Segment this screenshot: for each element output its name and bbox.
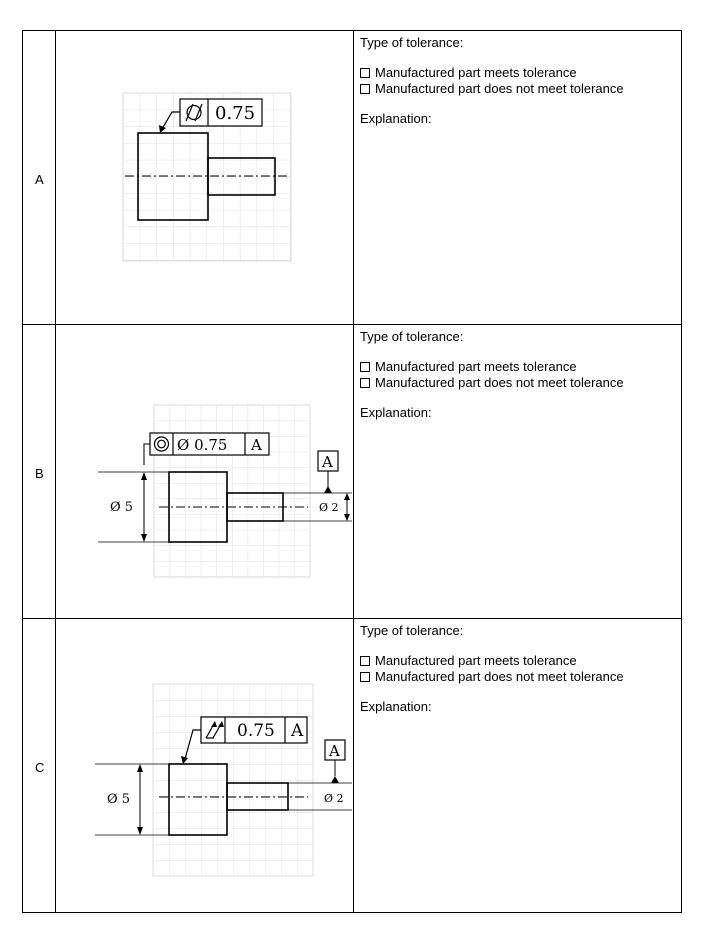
option-not-meets-label: Manufactured part does not meet tolerance — [375, 375, 624, 390]
fcf-datum: A — [251, 436, 262, 454]
option-meets-label: Manufactured part meets tolerance — [375, 65, 577, 80]
grid — [153, 684, 313, 876]
option-meets-label: Manufactured part meets tolerance — [375, 653, 577, 668]
type-of-tolerance-label: Type of tolerance: — [360, 623, 464, 638]
explanation-label: Explanation: — [360, 699, 432, 714]
answer-cell — [354, 619, 681, 912]
figure-cell — [56, 619, 354, 912]
option-not-meets-label: Manufactured part does not meet tolerance — [375, 81, 624, 96]
fcf-datum: A — [291, 721, 304, 741]
fcf-value: Ø 0.75 — [177, 436, 228, 454]
table-row-a — [23, 31, 681, 325]
option-meets[interactable] — [360, 359, 675, 375]
checkbox-meets[interactable] — [360, 68, 370, 78]
dim-small-label: Ø 2 — [324, 792, 344, 805]
fcf-value: 0.75 — [215, 103, 256, 124]
checkbox-not-meets[interactable] — [360, 378, 370, 388]
dim-large-label: Ø 5 — [107, 792, 131, 807]
checkbox-meets[interactable] — [360, 656, 370, 666]
checkbox-not-meets[interactable] — [360, 84, 370, 94]
type-of-tolerance-label: Type of tolerance: — [360, 35, 464, 50]
row-letter: B — [35, 466, 44, 481]
row-letter-cell — [23, 325, 56, 618]
checkbox-not-meets[interactable] — [360, 672, 370, 682]
feature-control-frame — [201, 717, 307, 743]
explanation-label: Explanation: — [360, 405, 432, 420]
row-letter: C — [35, 760, 45, 775]
figure-cell — [56, 325, 354, 618]
option-meets[interactable] — [360, 65, 675, 81]
checkbox-meets[interactable] — [360, 362, 370, 372]
dim-small-label: Ø 2 — [319, 501, 339, 514]
answer-cell — [354, 325, 681, 618]
datum-feature-symbol — [318, 451, 338, 493]
datum-label: A — [322, 453, 333, 471]
fcf-value: 0.75 — [237, 721, 275, 741]
table-row-b — [23, 325, 681, 619]
grid — [154, 405, 310, 577]
datum-feature-symbol — [325, 740, 345, 783]
option-not-meets[interactable] — [360, 375, 675, 391]
feature-control-frame — [180, 99, 262, 126]
drawing-b — [56, 325, 352, 618]
datum-label: A — [329, 742, 340, 760]
row-letter-cell — [23, 619, 56, 912]
drawing-a — [56, 31, 352, 324]
option-not-meets[interactable] — [360, 81, 675, 97]
option-not-meets-label: Manufactured part does not meet tolerance — [375, 669, 624, 684]
option-meets-label: Manufactured part meets tolerance — [375, 359, 577, 374]
dim-large-label: Ø 5 — [110, 500, 134, 515]
option-meets[interactable] — [360, 653, 675, 669]
type-of-tolerance-label: Type of tolerance: — [360, 329, 464, 344]
table-row-c — [23, 619, 681, 912]
tolerance-table — [22, 30, 682, 913]
feature-control-frame — [150, 433, 269, 455]
explanation-label: Explanation: — [360, 111, 432, 126]
answer-cell — [354, 31, 681, 324]
figure-cell — [56, 31, 354, 324]
option-not-meets[interactable] — [360, 669, 675, 685]
row-letter-cell — [23, 31, 56, 324]
drawing-c — [56, 619, 352, 912]
row-letter: A — [35, 172, 44, 187]
